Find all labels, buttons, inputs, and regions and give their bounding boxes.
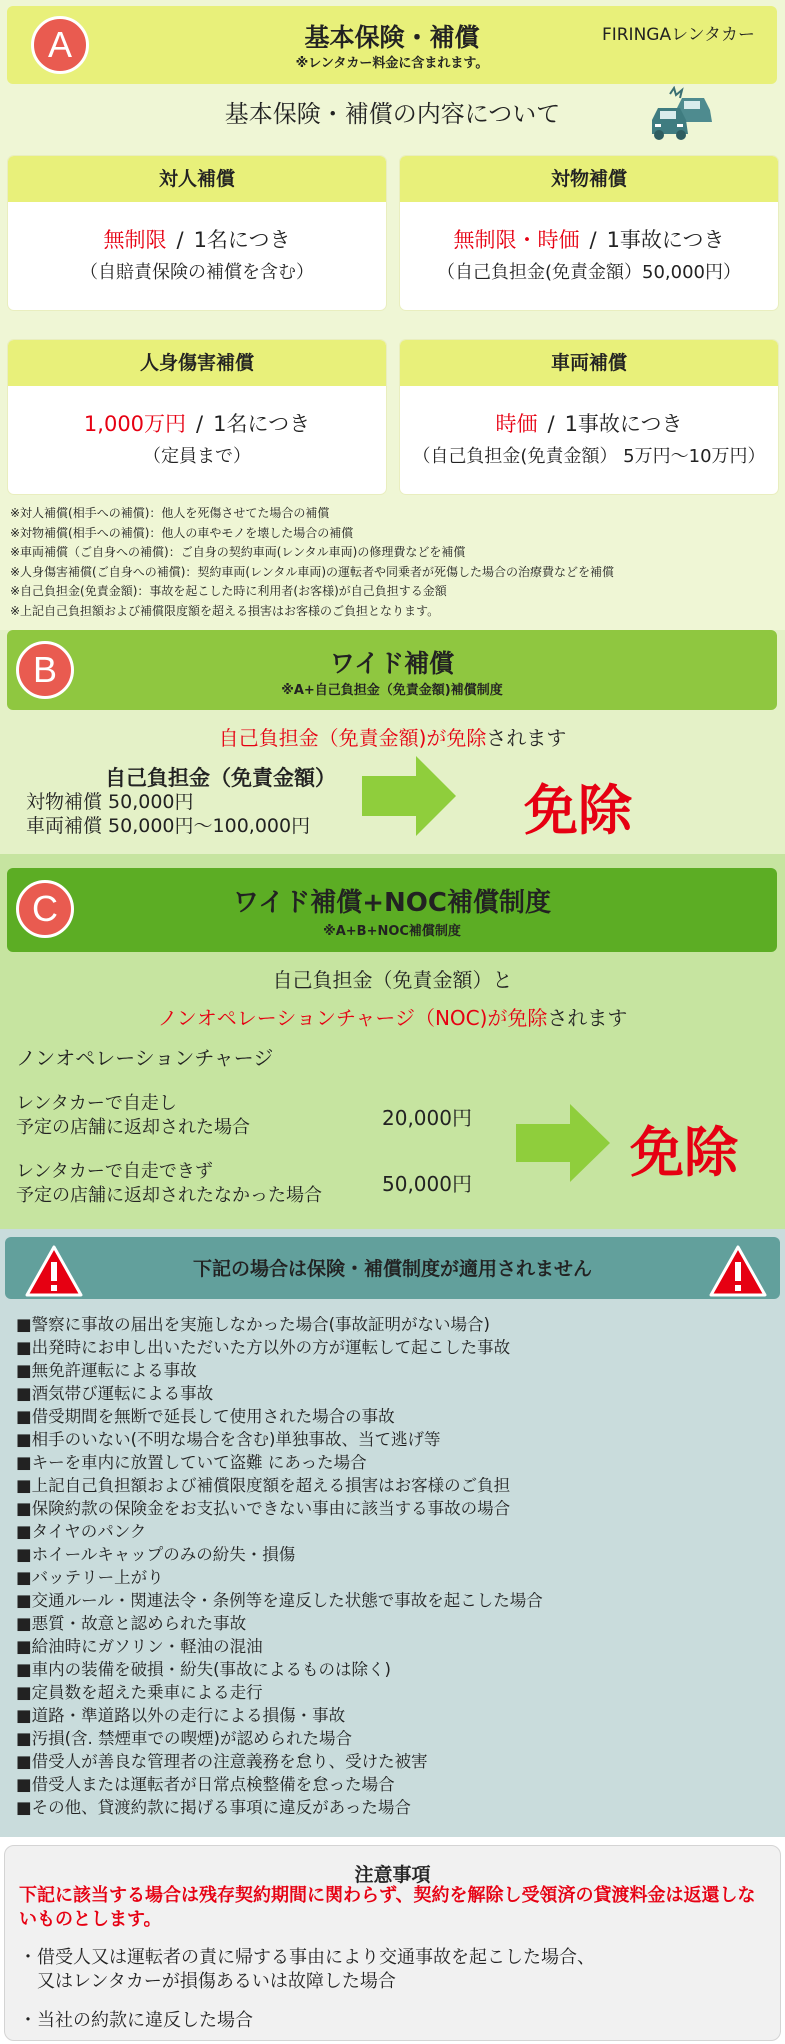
section-c-header	[7, 868, 777, 952]
list-item: ■借受期間を無断で延長して使用された場合の事故	[16, 1407, 395, 1426]
coverage-detail: （定員まで）	[143, 446, 251, 467]
list-item: ■給油時にガソリン・軽油の混油	[16, 1637, 263, 1656]
coverage-detail: （自己負担金(免責金額）50,000円）	[436, 262, 741, 283]
section-not-covered	[0, 1229, 785, 1837]
caution-item-line: ・借受人又は運転者の責に帰する事由により交通事故を起こした場合、	[19, 1947, 595, 1968]
notice-tail: されます	[486, 726, 567, 750]
coverage-limit: 無制限・時価	[453, 228, 580, 252]
noc-case	[16, 1092, 250, 1140]
card-title: 対人補償	[8, 156, 386, 202]
card-title: 人身傷害補償	[8, 340, 386, 386]
warning-icon	[709, 1245, 767, 1297]
caution-title: 注意事項	[354, 1864, 431, 1886]
waived-label: 免除	[524, 779, 632, 842]
deductible-amounts	[26, 790, 310, 838]
card-title: 車両補償	[400, 340, 778, 386]
section-a-note: ※レンタカー料金に含まれます。	[295, 56, 489, 71]
deductible-row: 車両補償 50,000円〜100,000円	[26, 815, 311, 837]
list-item: ■キーを車内に放置していて盗難 にあった場合	[16, 1453, 367, 1472]
section-b-badge: B	[16, 641, 74, 699]
list-item: ■ホイールキャップのみの紛失・損傷	[16, 1545, 296, 1564]
caution-item	[19, 1946, 769, 1994]
section-caution	[0, 1837, 785, 2044]
noc-case	[16, 1160, 322, 1208]
list-item: ■借受人が善良な管理者の注意義務を怠り、受けた被害	[16, 1752, 428, 1771]
list-item: ■その他、貸渡約款に掲げる事項に違反があった場合	[16, 1798, 411, 1817]
section-b-note: ※A+自己負担金（免責金額)補償制度	[281, 683, 503, 698]
not-covered-title: 下記の場合は保険・補償制度が適用されません	[192, 1258, 592, 1280]
section-a-badge: A	[31, 16, 89, 74]
noc-amount: 20,000円	[382, 1106, 472, 1130]
separator: /	[547, 412, 555, 436]
coverage-unit: 1名につき	[213, 412, 311, 436]
section-b-title: ワイド補償	[329, 649, 455, 678]
caution-item: ・当社の約款に違反した場合	[19, 2010, 253, 2031]
caution-item-line: 又はレンタカーが損傷あるいは故障した場合	[19, 1971, 396, 1992]
list-item: ■バッテリー上がり	[16, 1568, 164, 1587]
coverage-unit: 1名につき	[193, 228, 291, 252]
section-wide-noc-coverage	[0, 854, 785, 1229]
list-item: ■悪質・故意と認められた事故	[16, 1614, 247, 1633]
coverage-limit: 無制限	[103, 228, 167, 252]
list-item: ■上記自己負担額および補償限度額を超える損害はお客様のご負担	[16, 1476, 511, 1495]
separator: /	[196, 412, 204, 436]
car-accident-icon	[648, 86, 716, 144]
coverage-unit: 1事故につき	[606, 228, 725, 252]
arrow-right-icon	[516, 1104, 610, 1182]
deductible-row: 対物補償 50,000円	[26, 791, 194, 813]
section-b-header	[7, 630, 777, 710]
waiver-line-1: 自己負担金（免責金額）と	[272, 968, 513, 992]
list-item: ■無免許運転による事故	[16, 1361, 197, 1380]
list-item: ■汚損(含. 禁煙車での喫煙)が認められた場合	[16, 1729, 352, 1748]
list-item: ■出発時にお申し出いただいた方以外の方が運転して起こした事故	[16, 1338, 511, 1357]
separator: /	[176, 228, 184, 252]
caution-lead: 下記に該当する場合は残存契約期間に関わらず、契約を解除し受領済の貸渡料金は返還しないものとします。	[19, 1885, 756, 1930]
coverage-limit: 時価	[495, 412, 538, 436]
notice-highlight: ノンオペレーションチャージ（NOC)が免除	[157, 1006, 548, 1030]
list-item: ■相手のいない(不明な場合を含む)単独事故、当て逃げ等	[16, 1430, 441, 1449]
footnotes	[10, 504, 614, 621]
waiver-line-2	[0, 1002, 785, 1031]
section-a-subheading: 基本保険・補償の内容について	[224, 100, 561, 128]
footnote: ※人身傷害補償(ご自身への補償)：契約車両(レンタル車両)の運転者や同乗者が死傷した場合の治療費などを補償	[10, 564, 615, 579]
brand-name: FIRINGAレンタカー	[601, 25, 755, 45]
deductible-label: 自己負担金（免責金額）	[105, 766, 336, 790]
card-property-damage-liability	[400, 156, 778, 310]
noc-case-line: 予定の店舗に返却されたなかった場合	[16, 1185, 322, 1206]
noc-case-line: レンタカーで自走できず	[16, 1161, 213, 1182]
card-title: 対物補償	[400, 156, 778, 202]
list-item: ■定員数を超えた乗車による走行	[16, 1683, 263, 1702]
caution-box	[4, 1845, 781, 2041]
noc-amount: 50,000円	[382, 1172, 472, 1196]
list-item: ■警察に事故の届出を実施しなかった場合(事故証明がない場合)	[16, 1315, 490, 1334]
coverage-detail: （自賠責保険の補償を含む）	[80, 262, 314, 283]
card-bodily-injury-liability	[8, 156, 386, 310]
waived-label: 免除	[630, 1121, 738, 1184]
exclusion-list	[16, 1313, 543, 1819]
deductible-waiver-notice	[0, 722, 785, 751]
noc-heading: ノンオペレーションチャージ	[16, 1046, 274, 1070]
list-item: ■酒気帯び運転による事故	[16, 1384, 214, 1403]
section-basic-insurance	[0, 0, 785, 630]
list-item: ■保険約款の保険金をお支払いできない事由に該当する事故の場合	[16, 1499, 511, 1518]
list-item: ■車内の装備を破損・紛失(事故によるものは除く)	[16, 1660, 391, 1679]
section-c-badge: C	[16, 880, 74, 938]
list-item: ■交通ルール・関連法令・条例等を違反した状態で事故を起こした場合	[16, 1591, 543, 1610]
coverage-limit: 1,000万円	[83, 412, 187, 436]
coverage-detail: （自己負担金(免責金額） 5万円〜10万円）	[412, 446, 766, 467]
not-covered-header	[5, 1237, 780, 1299]
footnote: ※自己負担金(免責金額)：事故を起こした時に利用者(お客様)が自己負担する金額	[10, 584, 447, 598]
coverage-unit: 1事故につき	[564, 412, 683, 436]
footnote: ※上記自己負担額および補償限度額を超える損害はお客様のご負担となります。	[10, 603, 440, 618]
separator: /	[589, 228, 597, 252]
section-c-title: ワイド補償+NOC補償制度	[233, 888, 551, 918]
card-personal-injury	[8, 340, 386, 494]
footnote: ※車両補償（ご自身への補償)：ご自身の契約車両(レンタル車両)の修理費などを補償	[10, 545, 466, 559]
list-item: ■道路・準道路以外の走行による損傷・事故	[16, 1706, 346, 1725]
card-vehicle-damage	[400, 340, 778, 494]
notice-highlight: 自己負担金（免責金額)が免除	[218, 726, 487, 750]
notice-tail: されます	[547, 1006, 628, 1030]
section-a-header	[7, 6, 777, 84]
section-c-note: ※A+B+NOC補償制度	[323, 924, 461, 939]
noc-case-line: レンタカーで自走し	[16, 1093, 177, 1114]
noc-case-line: 予定の店舗に返却された場合	[16, 1117, 250, 1138]
list-item: ■タイヤのパンク	[16, 1522, 147, 1541]
footnote: ※対人補償(相手への補償)：他人を死傷させてた場合の補償	[10, 506, 330, 520]
footnote: ※対物補償(相手への補償)：他人の車やモノを壊した場合の補償	[10, 525, 354, 540]
list-item: ■借受人または運転者が日常点検整備を怠った場合	[16, 1775, 395, 1794]
section-wide-coverage	[0, 630, 785, 854]
section-a-title: 基本保険・補償	[304, 23, 480, 52]
arrow-right-icon	[362, 756, 456, 836]
